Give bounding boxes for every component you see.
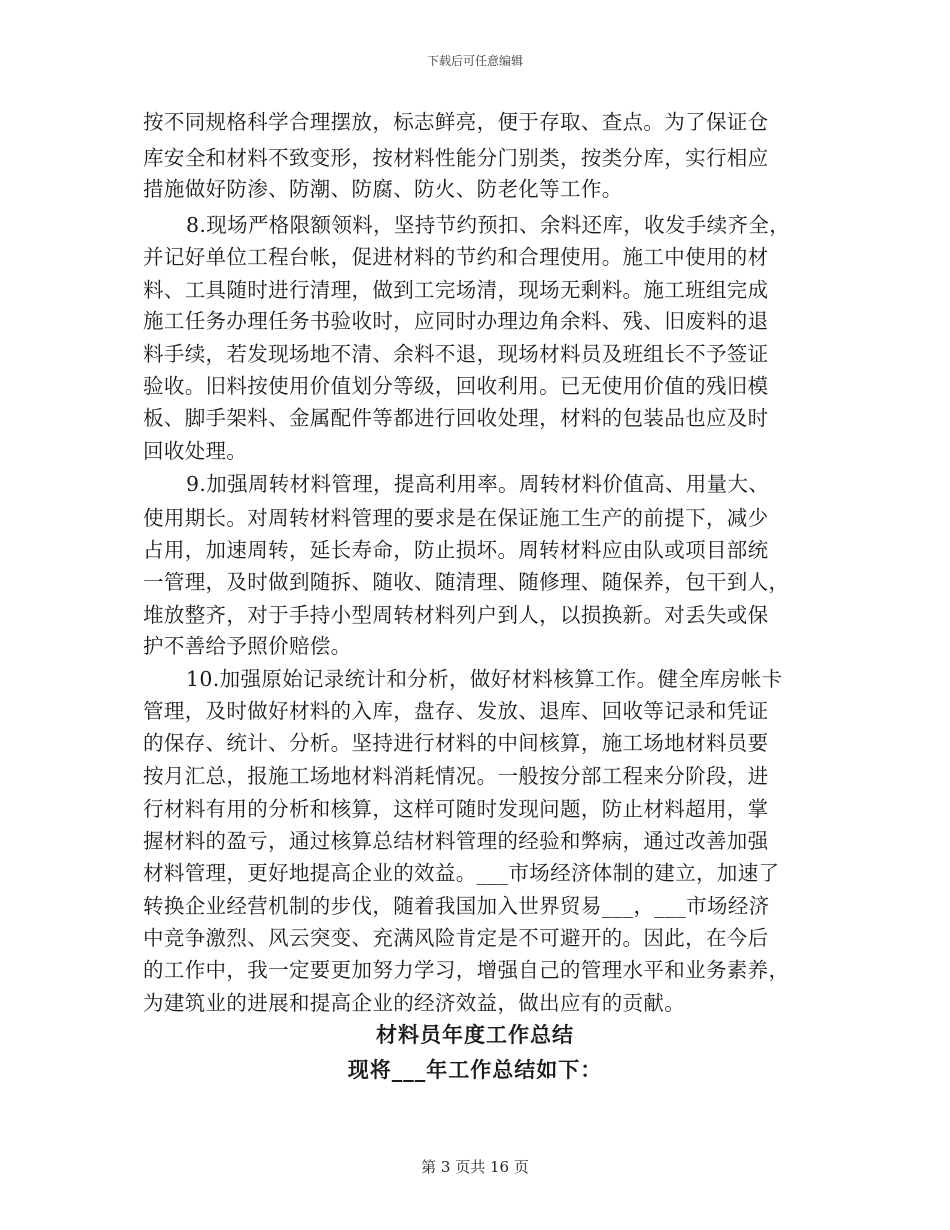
body-line: 回收处理。	[143, 439, 248, 463]
body-line: 行材料有用的分析和核算，这样可随时发现问题，防止材料超用，掌	[143, 797, 769, 821]
body-line: 为建筑业的进展和提高企业的经济效益，做出应有的贡献。	[143, 991, 686, 1015]
paragraph-10-start: 10.加强原始记录统计和分析，做好材料核算工作。健全库房帐卡	[186, 667, 783, 691]
body-line: 材料管理，更好地提高企业的效益。___市场经济体制的建立，加速了	[143, 861, 780, 885]
body-line: 的工作中，我一定要更加努力学习，增强自己的管理水平和业务素养，	[143, 958, 790, 982]
body-line: 施工任务办理任务书验收时，应同时办理边角余料、残、旧废料的退	[143, 309, 769, 333]
body-line: 护不善给予照价赔偿。	[143, 634, 352, 658]
page-header: 下载后可任意编辑	[426, 54, 523, 68]
body-line: 料手续，若发现场地不清、余料不退，现场材料员及班组长不予签证	[143, 342, 769, 366]
page-footer: 第 3 页共 16 页	[421, 1158, 529, 1176]
body-line: 料、工具随时进行清理，做到工完场清，现场无剩料。施工班组完成	[143, 278, 769, 302]
body-line: 使用期长。对周转材料管理的要求是在保证施工生产的前提下，减少	[143, 506, 769, 530]
section-title: 材料员年度工作总结	[376, 1023, 574, 1047]
body-line: 板、脚手架料、金属配件等都进行回收处理，材料的包装品也应及时	[143, 406, 769, 430]
body-line: 占用，加速周转，延长寿命，防止损坏。周转材料应由队或项目部统	[143, 538, 769, 562]
body-line: 验收。旧料按使用价值划分等级，回收利用。已无使用价值的残旧模	[143, 374, 769, 398]
body-line: 按不同规格科学合理摆放，标志鲜亮，便于存取、查点。为了保证仓	[143, 110, 769, 134]
body-line: 库安全和材料不致变形，按材料性能分门别类，按类分库，实行相应	[143, 146, 769, 170]
body-line: 中竞争激烈、风云突变、充满风险肯定是不可避开的。因此，在今后	[143, 926, 769, 950]
body-line: 管理，及时做好材料的入库，盘存、发放、退库、回收等记录和凭证	[143, 699, 769, 723]
paragraph-9-start: 9.加强周转材料管理，提高利用率。周转材料价值高、用量大、	[186, 472, 770, 496]
body-line: 一管理，及时做到随拆、随收、随清理、随修理、随保养，包干到人，	[143, 570, 790, 594]
body-line: 握材料的盈亏，通过核算总结材料管理的经验和弊病，通过改善加强	[143, 829, 769, 853]
body-line: 措施做好防渗、防潮、防腐、防火、防老化等工作。	[143, 177, 623, 201]
body-line: 转换企业经营机制的步伐，随着我国加入世界贸易___，___市场经济	[143, 894, 770, 918]
paragraph-8-start: 8.现场严格限额领料，坚持节约预扣、余料还库，收发手续齐全，	[186, 213, 791, 237]
body-line: 按月汇总，报施工场地材料消耗情况。一般按分部工程来分阶段，进	[143, 764, 769, 788]
body-line: 并记好单位工程台帐，促进材料的节约和合理使用。施工中使用的材	[143, 245, 769, 269]
section-subtitle: 现将___年工作总结如下：	[347, 1058, 603, 1082]
body-line: 的保存、统计、分析。坚持进行材料的中间核算，施工场地材料员要	[143, 731, 769, 755]
body-line: 堆放整齐，对于手持小型周转材料列户到人，以损换新。对丢失或保	[143, 603, 769, 627]
